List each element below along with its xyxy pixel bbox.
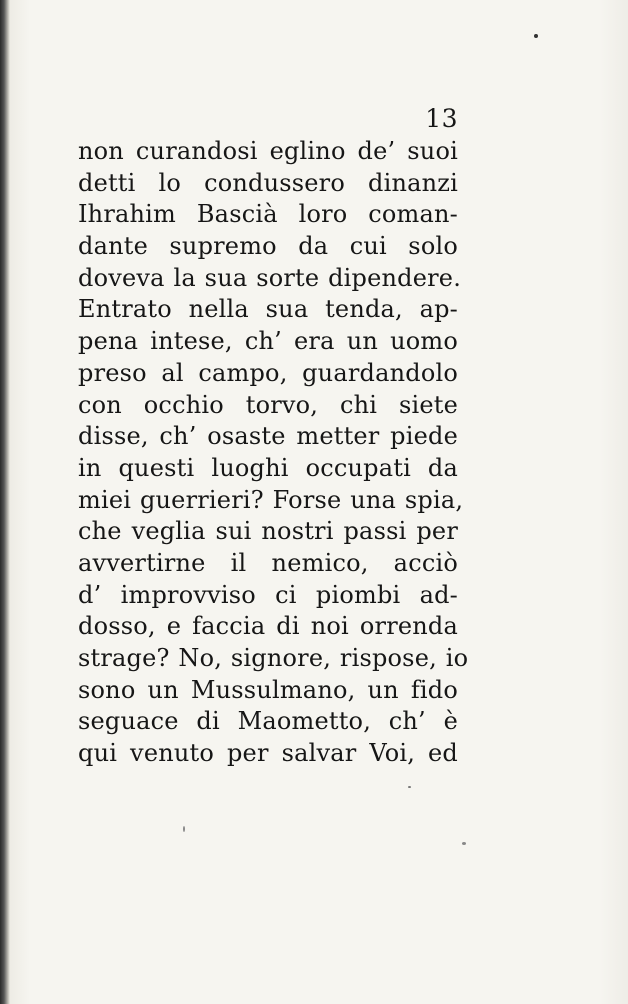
ink-speck [534, 34, 538, 38]
text-line: strage? No, signore, rispose, io [78, 644, 469, 672]
text-line: sono un Mussulmano, un fido [78, 675, 458, 704]
text-line: pena intese, ch’ era un uomo [78, 327, 458, 356]
text-line: detti lo condussero dinanzi [78, 168, 458, 197]
text-line: qui venuto per salvar Voi, ed [78, 739, 458, 768]
text-line: avvertirne il nemico, acciò [78, 548, 458, 577]
text-line: preso al campo, guardandolo [78, 358, 458, 387]
text-line: che veglia sui nostri passi per [78, 517, 458, 546]
text-line: Ihrahim Bascià loro coman- [78, 200, 458, 229]
text-line: d’ improvviso ci piombi ad- [78, 580, 458, 609]
text-line: seguace di Maometto, ch’ è [78, 707, 458, 736]
text-line: in questi luoghi occupati da [78, 453, 458, 482]
text-line: miei guerrieri? Forse una spia, [78, 485, 464, 514]
text-line: dosso, e faccia di noi orrenda [78, 612, 458, 641]
text-line: Entrato nella sua tenda, ap- [78, 295, 458, 324]
ink-speck [183, 826, 185, 832]
text-line: con occhio torvo, chi siete [78, 390, 458, 419]
text-line: disse, ch’ osaste metter piede [78, 422, 458, 451]
body-text [78, 136, 469, 770]
page-binding-edge [0, 0, 10, 1004]
ink-speck [408, 786, 411, 788]
text-line: dante supremo da cui solo [78, 232, 458, 261]
page-number: 13 [425, 104, 458, 133]
text-line: doveva la sua sorte dipendere. [78, 263, 462, 292]
ink-speck [462, 842, 466, 845]
text-line: non curandosi eglino de’ suoi [78, 137, 458, 165]
